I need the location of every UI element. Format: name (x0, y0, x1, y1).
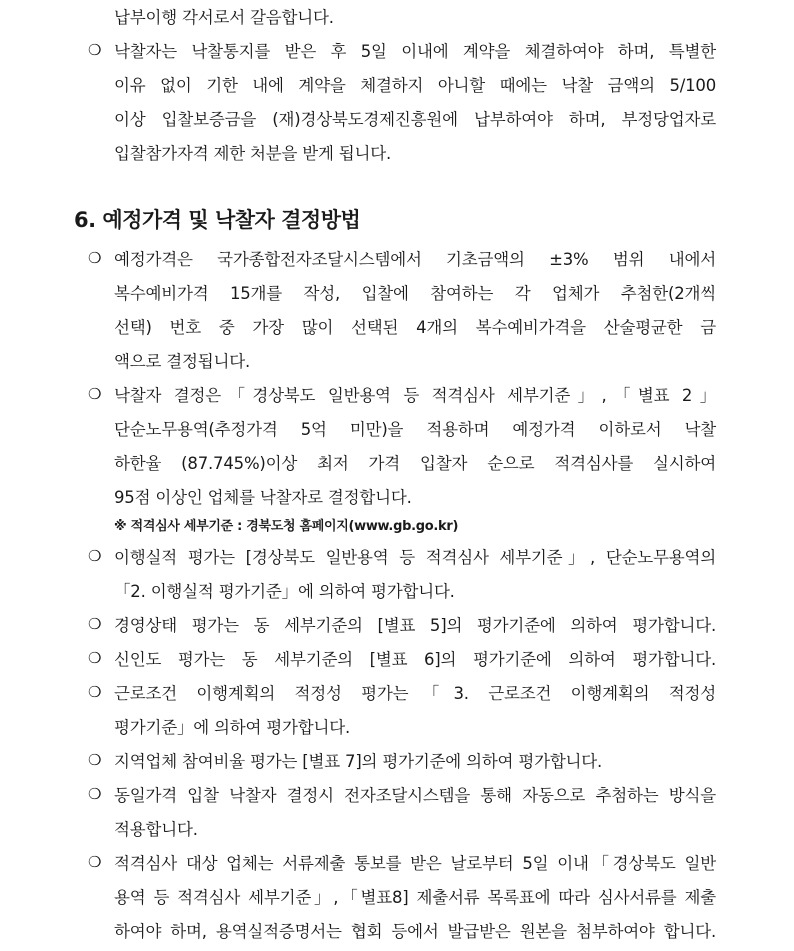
list-item-line: 지역업체 참여비율 평가는 [별표 7]의 평가기준에 의하여 평가합니다. (114, 752, 603, 771)
list-item-line: 단순노무용역(추정가격 5억 미만)을 적용하며 예정가격 이하로서 낙찰 (114, 420, 716, 439)
list-item-line: 복수예비가격 15개를 작성, 입찰에 참여하는 각 업체가 추첨한(2개씩 (114, 284, 716, 303)
list-item-line: 이행실적 평가는 [경상북도 일반용역 등 적격심사 세부기준」, 단순노무용역의 (114, 548, 716, 567)
intro-item-line: 이상 입찰보증금을 (재)경상북도경제진흥원에 납부하여야 하며, 부정당업자로 (114, 110, 716, 129)
list-item-line: 선택) 번호 중 가장 많이 선택된 4개의 복수예비가격을 산술평균한 금 (114, 318, 716, 337)
bullet-icon: ❍ (88, 615, 102, 633)
bullet-icon: ❍ (88, 547, 102, 565)
list-item-line: 하한율 (87.745%)이상 최저 가격 입찰자 순으로 적격심사를 실시하여 (114, 454, 716, 473)
bullet-icon: ❍ (88, 853, 102, 871)
list-item-line: 근로조건 이행계획의 적정성 평가는「3. 근로조건 이행계획의 적정성 (114, 684, 716, 703)
list-item-line: 예정가격은 국가종합전자조달시스템에서 기초금액의 ±3% 범위 내에서 (114, 250, 716, 269)
bullet-icon: ❍ (88, 751, 102, 769)
list-item-line: 경영상태 평가는 동 세부기준의 [별표 5]의 평가기준에 의하여 평가합니다. (114, 616, 716, 635)
bullet-icon: ❍ (88, 385, 102, 403)
list-item-line: 하여야 하며, 용역실적증명서는 협회 등에서 발급받은 원본을 첨부하여야 합니다. (114, 922, 716, 941)
list-item-line: 적격심사 대상 업체는 서류제출 통보를 받은 날로부터 5일 이내「경상북도 일반 (114, 854, 716, 873)
list-item-line: 「2. 이행실적 평가기준」에 의하여 평가합니다. (114, 582, 455, 601)
list-item-line: 동일가격 입찰 낙찰자 결정시 전자조달시스템을 통해 자동으로 추첨하는 방식을 (114, 786, 716, 805)
intro-tail-line: 납부이행 각서로서 갈음합니다. (114, 8, 334, 27)
bullet-icon: ❍ (88, 785, 102, 803)
intro-item-line: 낙찰자는 낙찰통지를 받은 후 5일 이내에 계약을 체결하여야 하며, 특별한 (114, 42, 716, 61)
list-item-line: 평가기준」에 의하여 평가합니다. (114, 718, 351, 737)
section-heading: 6. 예정가격 및 낙찰자 결정방법 (74, 208, 361, 232)
bullet-icon: ❍ (88, 683, 102, 701)
list-item-line: 95점 이상인 업체를 낙찰자로 결정합니다. (114, 488, 412, 507)
bullet-icon: ❍ (88, 41, 102, 59)
reference-note: ※ 적격심사 세부기준 : 경북도청 홈페이지(www.gb.go.kr) (114, 519, 459, 534)
list-item-line: 신인도 평가는 동 세부기준의 [별표 6]의 평가기준에 의하여 평가합니다. (114, 650, 716, 669)
bullet-icon: ❍ (88, 249, 102, 267)
intro-item-line: 이유 없이 기한 내에 계약을 체결하지 아니할 때에는 낙찰 금액의 5/100 (114, 76, 716, 95)
bullet-icon: ❍ (88, 649, 102, 667)
list-item-line: 낙찰자 결정은「경상북도 일반용역 등 적격심사 세부기준」,「별표 2」 (114, 386, 716, 405)
list-item-line: 적용합니다. (114, 820, 198, 839)
intro-item-line: 입찰참가자격 제한 처분을 받게 됩니다. (114, 144, 392, 163)
list-item-line: 용역 등 적격심사 세부기준」,「별표8] 제출서류 목록표에 따라 심사서류를 제출 (114, 888, 716, 907)
list-item-line: 액으로 결정됩니다. (114, 352, 251, 371)
